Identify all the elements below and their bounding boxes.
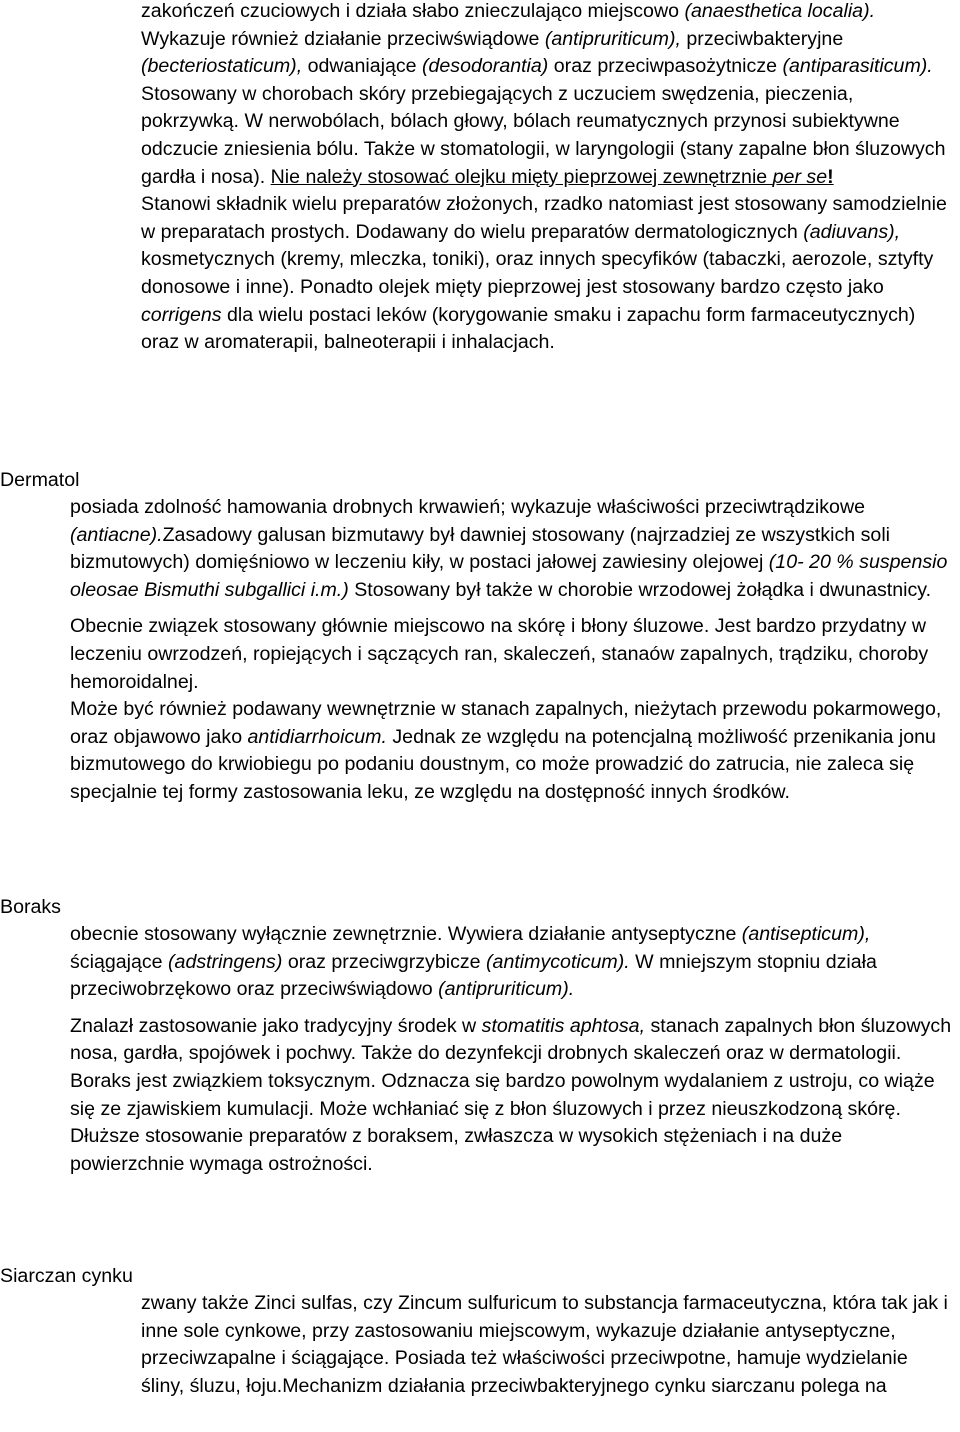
paragraph: Boraks jest związkiem toksycznym. Odznacza się bardzo powolnym wydalaniem z ustroju, co wiąże się ze zjawiskiem kumulacji. Może wchłaniać się z błon śluzowych i przez nieuszkodzoną skórę. Dłuższe stosowanie preparatów z boraksem, zwłaszcza w wysokich stężeniach i na duże powierzchnie wymaga ostrożności. [70, 1069, 935, 1175]
paragraph: posiada zdolność hamowania drobnych krwawień; wykazuje właściwości przeciwtrądzikowe (antiacne).Zasadowy galusan bizmutawy był dawniej stosowany (najrzadziej ze wszystkich soli bizmutowych) domięśniowo w leczeniu kiły, w postaci jałowej zawiesiny olejowej (10- 20 % suspensio oleosae Bismuthi subgallici i.m.) Stosowany był także w chorobie wrzodowej żołądka i dwunastnicy. [70, 496, 948, 601]
paragraph: obecnie stosowany wyłącznie zewnętrznie. Wywiera działanie antyseptyczne (antisepticum), ściągające (adstringens) oraz przeciwgrzybicze (antimycoticum). W mniejszym stopniu działa przeciwobrzękowo oraz przeciwświądowo (antipruriticum). [70, 923, 877, 1001]
paragraph: Stosowany w chorobach skóry przebiegających z uczuciem swędzenia, pieczenia, pokrzywką. W nerwobólach, bólach głowy, bólach reumatycznych przynosi subiektywne odczucie zniesienia bólu. Także w stomatologii, w laryngologii (stany zapalne błon śluzowych gardła i nosa). Nie należy stosować olejku mięty pieprzowej zewnętrznie per se! [141, 82, 946, 188]
paragraph: Może być również podawany wewnętrznie w stanach zapalnych, nieżytach przewodu pokarmowego, oraz objawowo jako antidiarrhoicum. Jednak ze względu na potencjalną możliwość przenikania jonu bizmutowego do krwiobiegu po podaniu doustnym, co może prowadzić do zatrucia, nie zaleca się specjalnie tej formy zastosowania leku, ze względu na dostępność innych środków. [70, 698, 942, 803]
paragraph: zwany także Zinci sulfas, czy Zincum sulfuricum to substancja farmaceutyczna, która tak jak i inne sole cynkowe, przy zastosowaniu miejscowym, wykazuje działanie antyseptyczne, przeciwzapalne i ściągające. Posiada też właściwości przeciwpotne, hamuje wydzielanie śliny, śluzu, łoju.Mechanizm działania przeciwbakteryjnego cynku siarczanu polega na [141, 1292, 948, 1397]
paragraph: Stanowi składnik wielu preparatów złożonych, rzadko natomiast jest stosowany samodzielnie w preparatach prostych. Dodawany do wielu preparatów dermatologicznych (adiuvans), kosmetycznych (kremy, mleczka, toniki), oraz innych specyfików (tabaczki, aerozole, sztyfty donosowe i inne). Ponadto olejek mięty pieprzowej jest stosowany bardzo często jako corrigens dla wielu postaci leków (korygowanie smaku i zapachu form farmaceutycznych) oraz w aromaterapii, balneoterapii i inhalacjach. [141, 193, 947, 354]
siarczan-section [141, 1290, 956, 1400]
olejek-section [141, 0, 956, 357]
term-heading: Boraks [0, 896, 61, 918]
term-heading: Dermatol [0, 469, 80, 491]
boraks-section [70, 921, 959, 1178]
term-heading: Siarczan cynku [0, 1265, 133, 1287]
paragraph: Znalazł zastosowanie jako tradycyjny środek w stomatitis aphtosa, stanach zapalnych błon śluzowych nosa, gardła, spojówek i pochwy. Także do dezynfekcji drobnych skaleczeń oraz w dermatologii. [70, 1014, 952, 1065]
paragraph: zakończeń czuciowych i działa słabo znieczulająco miejscowo (anaesthetica localia). Wykazuje również działanie przeciwświądowe (antipruriticum), przeciwbakteryjne (becteriostaticum), odwaniające (desodorantia) oraz przeciwpasożytnicze (antiparasiticum). [141, 0, 933, 78]
dermatol-section [70, 494, 959, 807]
paragraph: Obecnie związek stosowany głównie miejscowo na skórę i błony śluzowe. Jest bardzo przydatny w leczeniu owrzodzeń, ropiejących i sączących ran, skaleczeń, stanaów zapalnych, trądziku, choroby hemoroidalnej. [70, 615, 929, 693]
